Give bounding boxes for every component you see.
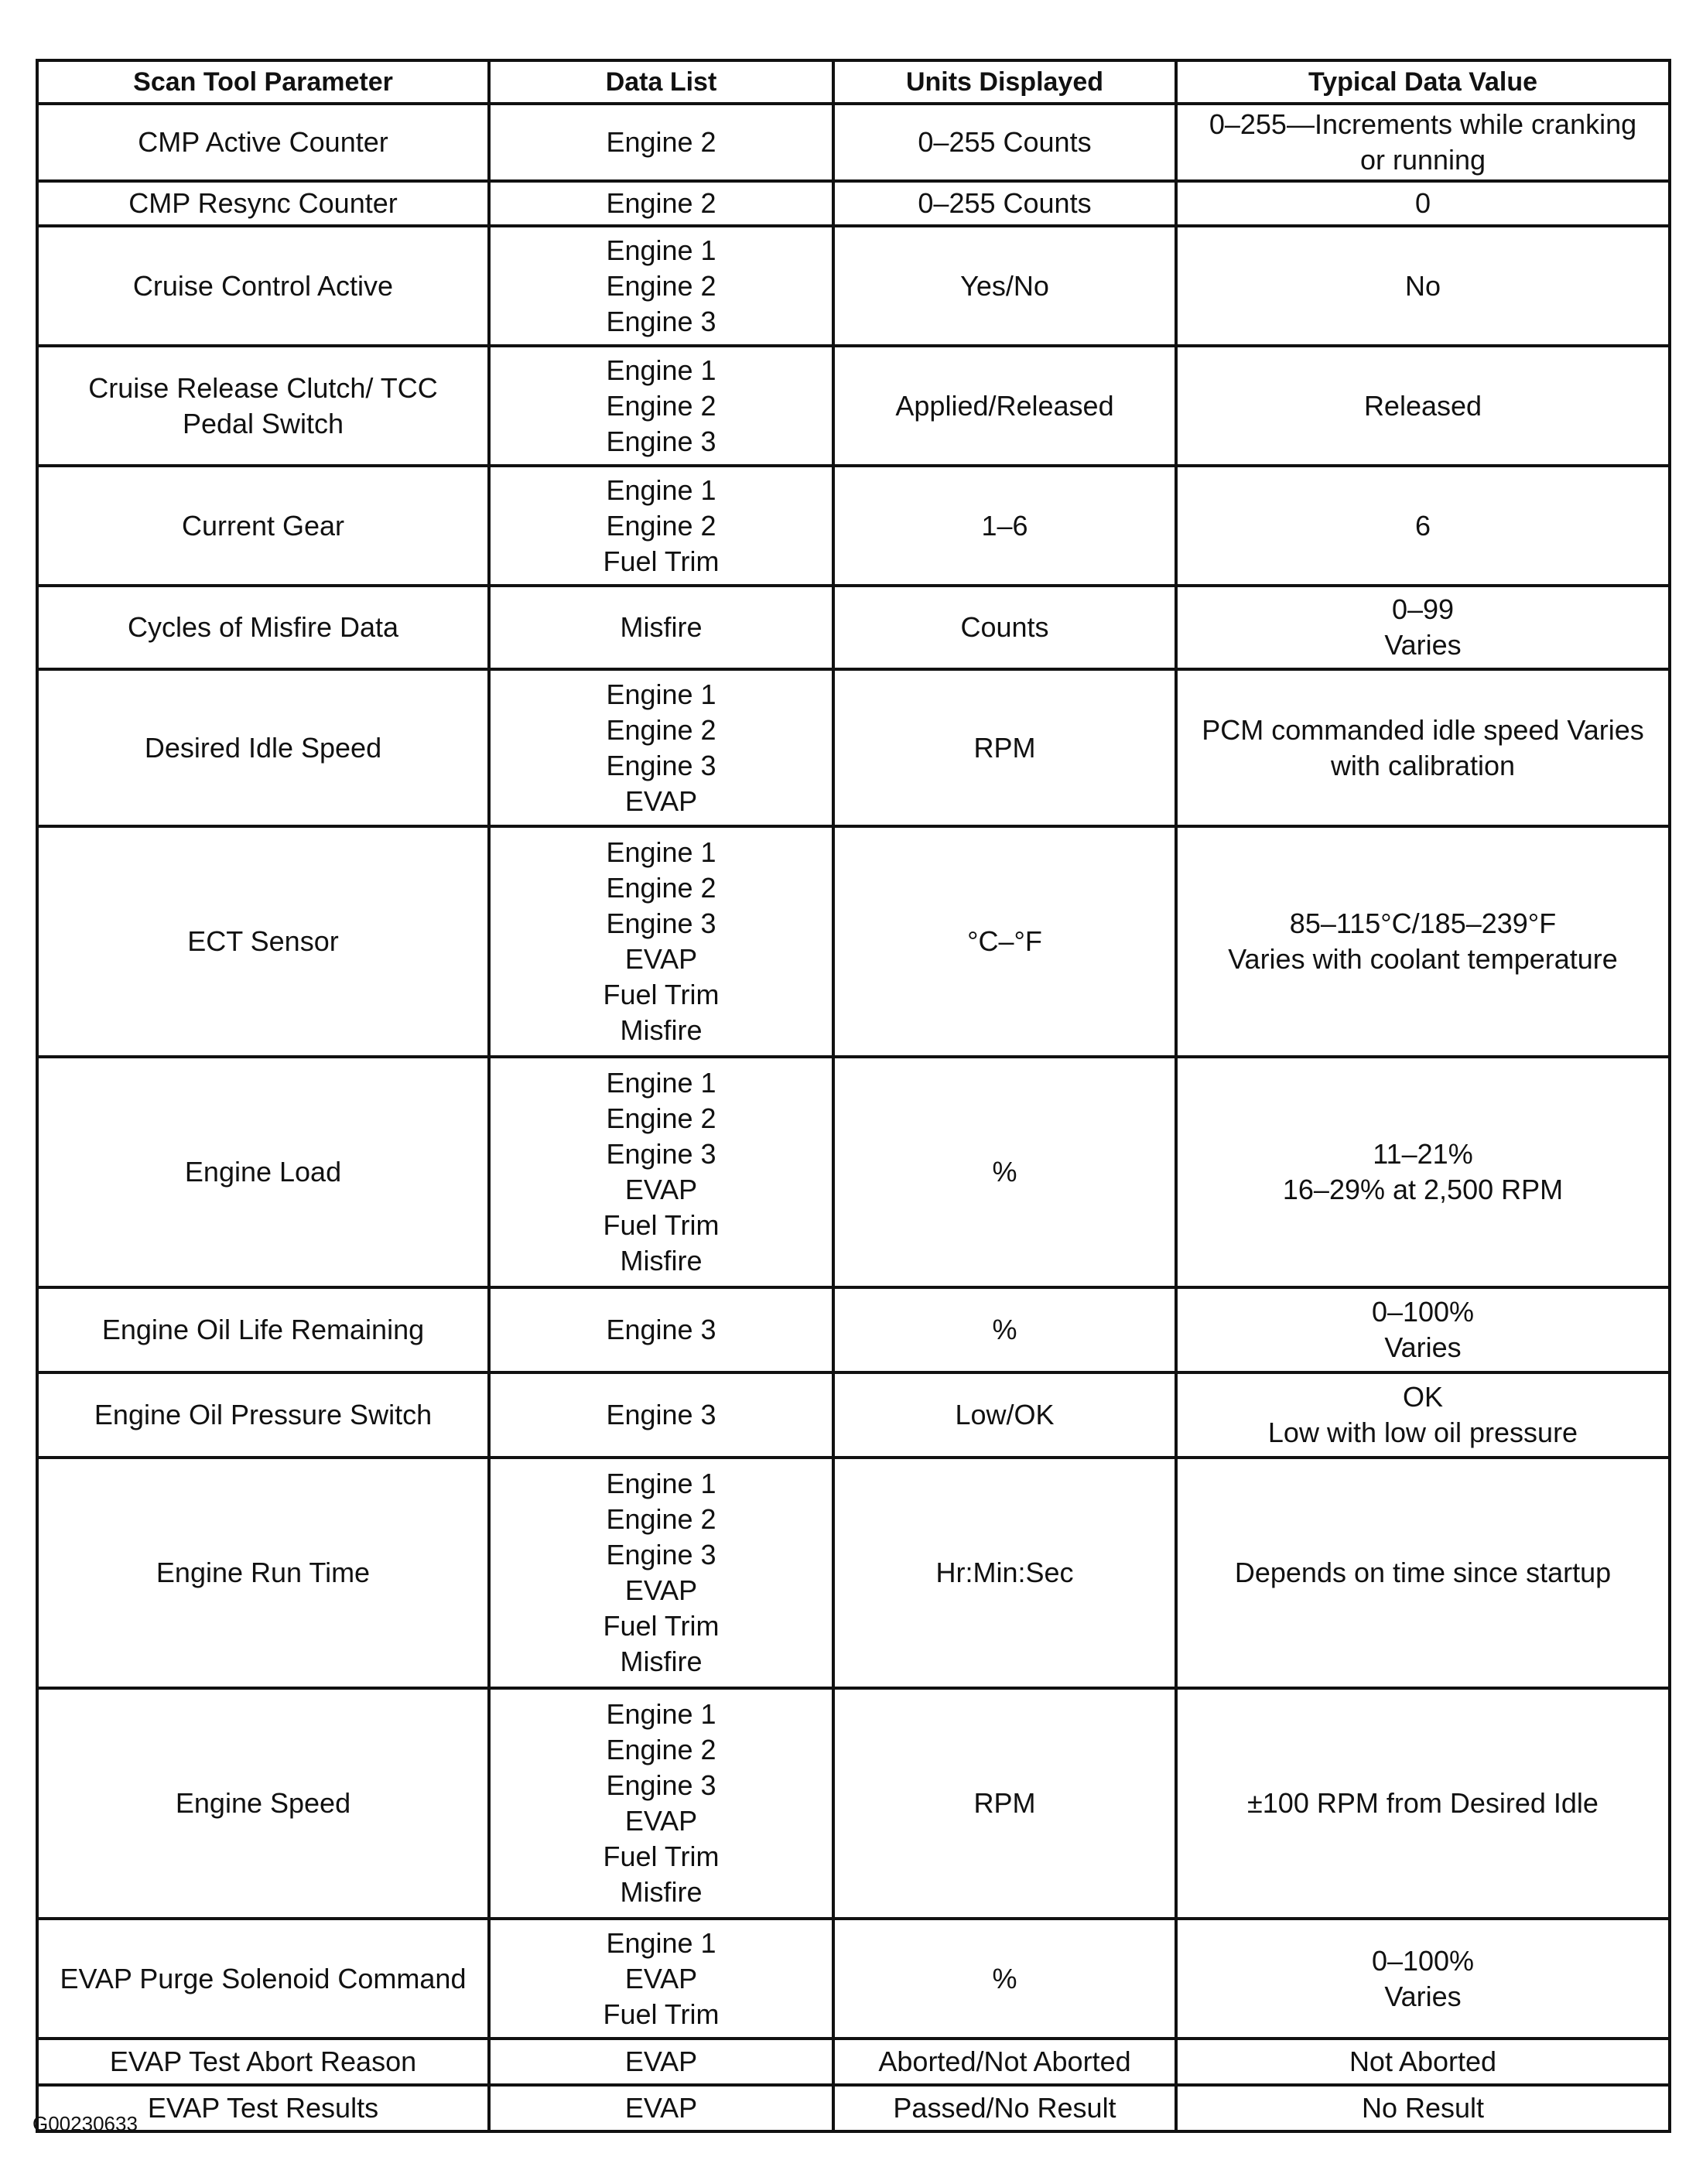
cell-text-line: EVAP <box>624 784 698 817</box>
cell-text-line: PCM commanded idle speed Varies <box>1202 713 1644 746</box>
cell-text-line: Engine 2 <box>606 269 716 302</box>
table-body <box>37 104 1670 2131</box>
cell-text-line: Varies <box>1384 629 1462 661</box>
units-cell <box>833 1372 1176 1458</box>
cell-text-line: Engine 2 <box>606 187 716 219</box>
parameter-cell <box>37 826 489 1057</box>
cell-text-line: Depends on time since startup <box>1234 1557 1612 1588</box>
cell-text-line: Released <box>1363 389 1482 422</box>
units-cell <box>833 226 1176 346</box>
cell-text-line: 0–255 Counts <box>918 126 1092 158</box>
cell-text-line: Low with low oil pressure <box>1267 1417 1578 1448</box>
cell-text-line: Varies <box>1384 1980 1462 2012</box>
cell-text-line: Engine 1 <box>606 1926 716 1959</box>
cell-text-line: Misfire <box>620 1876 703 1908</box>
table-row <box>37 181 1670 226</box>
cell-text-line: Current Gear <box>181 509 345 542</box>
typical-value-cell <box>1176 669 1670 826</box>
cell-text-line: Varies <box>1384 1331 1462 1363</box>
parameter-cell <box>37 1057 489 1287</box>
cell-text-line: No Result <box>1361 2092 1485 2124</box>
cell-text-line: % <box>992 1962 1017 1994</box>
cell-text-line: Passed/No Result <box>893 2092 1116 2124</box>
cell-text-line: Cycles of Misfire Data <box>127 611 399 643</box>
cell-text-line: Engine Oil Pressure Switch <box>94 1399 433 1430</box>
cell-text-line: Engine 2 <box>606 1734 716 1765</box>
cell-text-line: 85–115°C/185–239°F <box>1289 907 1557 939</box>
cell-text-line: Engine 3 <box>606 1769 716 1801</box>
cell-text-line: EVAP <box>624 943 698 975</box>
cell-text-line: 1–6 <box>981 509 1028 542</box>
parameter-cell <box>37 1688 489 1919</box>
cell-text-line: Engine 2 <box>606 1102 716 1134</box>
units-cell <box>833 1057 1176 1287</box>
cell-text-line: 0 <box>1414 187 1431 219</box>
units-cell <box>833 669 1176 826</box>
parameter-cell <box>37 466 489 586</box>
cell-text-line: or running <box>1359 144 1486 176</box>
data-list-cell <box>489 1287 833 1372</box>
header-units-displayed: Units Displayed <box>833 60 1176 104</box>
typical-value-cell <box>1176 586 1670 669</box>
cell-text-line: 0–100% <box>1371 1296 1475 1328</box>
cell-text-line: OK <box>1402 1381 1443 1413</box>
cell-text-line: Cruise Release Clutch/ TCC <box>88 371 438 404</box>
cell-text-line: EVAP Test Results <box>147 2092 379 2124</box>
parameter-cell <box>37 669 489 826</box>
cell-text-line: CMP Active Counter <box>138 126 388 158</box>
table-row <box>37 1372 1670 1458</box>
units-cell <box>833 2085 1176 2131</box>
cell-text-line: Engine 2 <box>606 126 716 158</box>
parameter-cell <box>37 346 489 466</box>
units-cell <box>833 826 1176 1057</box>
cell-text-line: Engine 1 <box>606 354 716 386</box>
table-row <box>37 1057 1670 1287</box>
parameter-cell <box>37 104 489 181</box>
cell-text-line: Pedal Switch <box>182 407 344 439</box>
table-row <box>37 1458 1670 1688</box>
cell-text-line: 6 <box>1414 509 1431 542</box>
cell-text-line: Misfire <box>620 1646 703 1677</box>
cell-text-line: RPM <box>973 731 1036 764</box>
table-row <box>37 226 1670 346</box>
table-row <box>37 586 1670 669</box>
data-list-cell <box>489 466 833 586</box>
typical-value-cell <box>1176 1919 1670 2039</box>
table-header-row <box>37 60 1670 104</box>
table-row <box>37 2039 1670 2085</box>
cell-text-line: Cruise Control Active <box>132 269 394 302</box>
cell-text-line: Engine 1 <box>606 234 716 266</box>
data-list-cell <box>489 1458 833 1688</box>
data-list-cell <box>489 1688 833 1919</box>
cell-text-line: Low/OK <box>955 1399 1055 1430</box>
cell-text-line: Varies with coolant temperature <box>1228 943 1618 975</box>
header-data-list: Data List <box>489 60 833 104</box>
parameter-cell <box>37 226 489 346</box>
cell-text-line: Engine Speed <box>175 1787 351 1819</box>
cell-text-line: EVAP Purge Solenoid Command <box>60 1962 467 1994</box>
cell-text-line: Engine 3 <box>606 1539 716 1570</box>
cell-text-line: Applied/Released <box>895 389 1114 422</box>
typical-value-cell <box>1176 226 1670 346</box>
figure-id: G00230633 <box>32 2112 138 2135</box>
units-cell <box>833 1919 1176 2039</box>
data-list-cell <box>489 181 833 226</box>
typical-value-cell <box>1176 1688 1670 1919</box>
units-cell <box>833 1688 1176 1919</box>
cell-text-line: RPM <box>973 1787 1036 1819</box>
cell-text-line: Engine 1 <box>606 1067 716 1099</box>
cell-text-line: 0–100% <box>1371 1944 1475 1977</box>
table-row <box>37 1919 1670 2039</box>
data-list-cell <box>489 104 833 181</box>
data-list-cell <box>489 586 833 669</box>
units-cell <box>833 104 1176 181</box>
table-row <box>37 1287 1670 1372</box>
cell-text-line: Engine 3 <box>606 305 716 337</box>
cell-text-line: 11–21% <box>1373 1138 1473 1170</box>
cell-text-line: EVAP Test Abort Reason <box>109 2046 417 2077</box>
parameter-cell <box>37 1919 489 2039</box>
cell-text-line: Engine 2 <box>606 713 716 746</box>
typical-value-cell <box>1176 346 1670 466</box>
cell-text-line: Fuel Trim <box>603 1998 720 2030</box>
table-row <box>37 2085 1670 2131</box>
cell-text-line: Misfire <box>620 611 703 643</box>
cell-text-line: Engine Run Time <box>156 1557 371 1588</box>
parameter-cell <box>37 181 489 226</box>
units-cell <box>833 586 1176 669</box>
cell-text-line: Fuel Trim <box>603 1610 720 1642</box>
cell-text-line: ±100 RPM from Desired Idle <box>1247 1787 1599 1819</box>
cell-text-line: EVAP <box>624 1962 698 1994</box>
cell-text-line: Engine 2 <box>606 872 716 904</box>
cell-text-line: Engine 2 <box>606 509 716 542</box>
data-list-cell <box>489 2085 833 2131</box>
typical-value-cell <box>1176 2039 1670 2085</box>
cell-text-line: Engine 2 <box>606 389 716 422</box>
typical-value-cell <box>1176 1287 1670 1372</box>
cell-text-line: Yes/No <box>960 269 1049 302</box>
parameter-cell <box>37 2039 489 2085</box>
typical-value-cell <box>1176 104 1670 181</box>
cell-text-line: EVAP <box>624 1574 698 1606</box>
cell-text-line: Engine 2 <box>606 1503 716 1535</box>
data-list-cell <box>489 2039 833 2085</box>
cell-text-line: Engine Load <box>184 1156 342 1188</box>
cell-text-line: CMP Resync Counter <box>128 187 398 219</box>
cell-text-line: Aborted/Not Aborted <box>878 2046 1131 2077</box>
cell-text-line: Misfire <box>620 1014 703 1046</box>
typical-value-cell <box>1176 1057 1670 1287</box>
data-list-cell <box>489 226 833 346</box>
cell-text-line: Engine 1 <box>606 836 716 868</box>
data-list-cell <box>489 1919 833 2039</box>
cell-text-line: Not Aborted <box>1349 2046 1497 2077</box>
cell-text-line: Engine 1 <box>606 1468 716 1499</box>
cell-text-line: Engine 1 <box>606 1698 716 1730</box>
typical-value-cell <box>1176 826 1670 1057</box>
cell-text-line: EVAP <box>624 1174 698 1205</box>
table-row <box>37 346 1670 466</box>
cell-text-line: Engine 3 <box>606 907 716 939</box>
cell-text-line: 0–99 <box>1391 593 1455 625</box>
typical-value-cell <box>1176 1372 1670 1458</box>
header-scan-tool-parameter: Scan Tool Parameter <box>37 60 489 104</box>
cell-text-line: 16–29% at 2,500 RPM <box>1282 1174 1564 1205</box>
cell-text-line: Engine 3 <box>606 425 716 457</box>
cell-text-line: Counts <box>960 611 1049 643</box>
cell-text-line: Engine 1 <box>606 678 716 710</box>
typical-value-cell <box>1176 466 1670 586</box>
cell-text-line: Desired Idle Speed <box>144 731 382 764</box>
cell-text-line: Hr:Min:Sec <box>935 1557 1074 1588</box>
table-row <box>37 669 1670 826</box>
cell-text-line: Engine 3 <box>606 1314 716 1345</box>
cell-text-line: Engine 3 <box>606 1138 716 1170</box>
cell-text-line: % <box>992 1156 1017 1188</box>
cell-text-line: 0–255 Counts <box>918 187 1092 219</box>
cell-text-line: Engine 1 <box>606 473 716 506</box>
data-list-cell <box>489 1372 833 1458</box>
cell-text-line: % <box>992 1314 1017 1345</box>
parameter-cell <box>37 1458 489 1688</box>
table-row <box>37 466 1670 586</box>
cell-text-line: Engine Oil Life Remaining <box>101 1314 425 1345</box>
typical-value-cell <box>1176 1458 1670 1688</box>
units-cell <box>833 1458 1176 1688</box>
parameter-cell <box>37 586 489 669</box>
cell-text-line: Engine 3 <box>606 749 716 781</box>
cell-text-line: Fuel Trim <box>603 979 720 1010</box>
cell-text-line: EVAP <box>624 2092 698 2124</box>
typical-value-cell <box>1176 181 1670 226</box>
table-row <box>37 826 1670 1057</box>
cell-text-line: Fuel Trim <box>603 545 720 577</box>
cell-text-line: EVAP <box>624 2046 698 2077</box>
units-cell <box>833 181 1176 226</box>
data-list-cell <box>489 826 833 1057</box>
cell-text-line: Fuel Trim <box>603 1841 720 1872</box>
units-cell <box>833 2039 1176 2085</box>
cell-text-line: No <box>1404 269 1441 302</box>
data-list-cell <box>489 346 833 466</box>
cell-text-line: ECT Sensor <box>187 925 339 957</box>
cell-text-line: 0–255—Increments while cranking <box>1209 108 1637 140</box>
units-cell <box>833 346 1176 466</box>
parameter-cell <box>37 1287 489 1372</box>
parameter-cell <box>37 1372 489 1458</box>
typical-value-cell <box>1176 2085 1670 2131</box>
header-typical-data-value: Typical Data Value <box>1176 60 1670 104</box>
cell-text-line: Engine 3 <box>606 1399 716 1430</box>
data-list-cell <box>489 1057 833 1287</box>
data-list-cell <box>489 669 833 826</box>
units-cell <box>833 1287 1176 1372</box>
cell-text-line: with calibration <box>1330 749 1516 781</box>
cell-text-line: EVAP <box>624 1805 698 1837</box>
scan-tool-data-table <box>36 59 1671 2133</box>
cell-text-line: °C–°F <box>967 925 1042 957</box>
table-row <box>37 1688 1670 1919</box>
cell-text-line: Fuel Trim <box>603 1209 720 1241</box>
cell-text-line: Misfire <box>620 1245 703 1277</box>
table-row <box>37 104 1670 181</box>
units-cell <box>833 466 1176 586</box>
